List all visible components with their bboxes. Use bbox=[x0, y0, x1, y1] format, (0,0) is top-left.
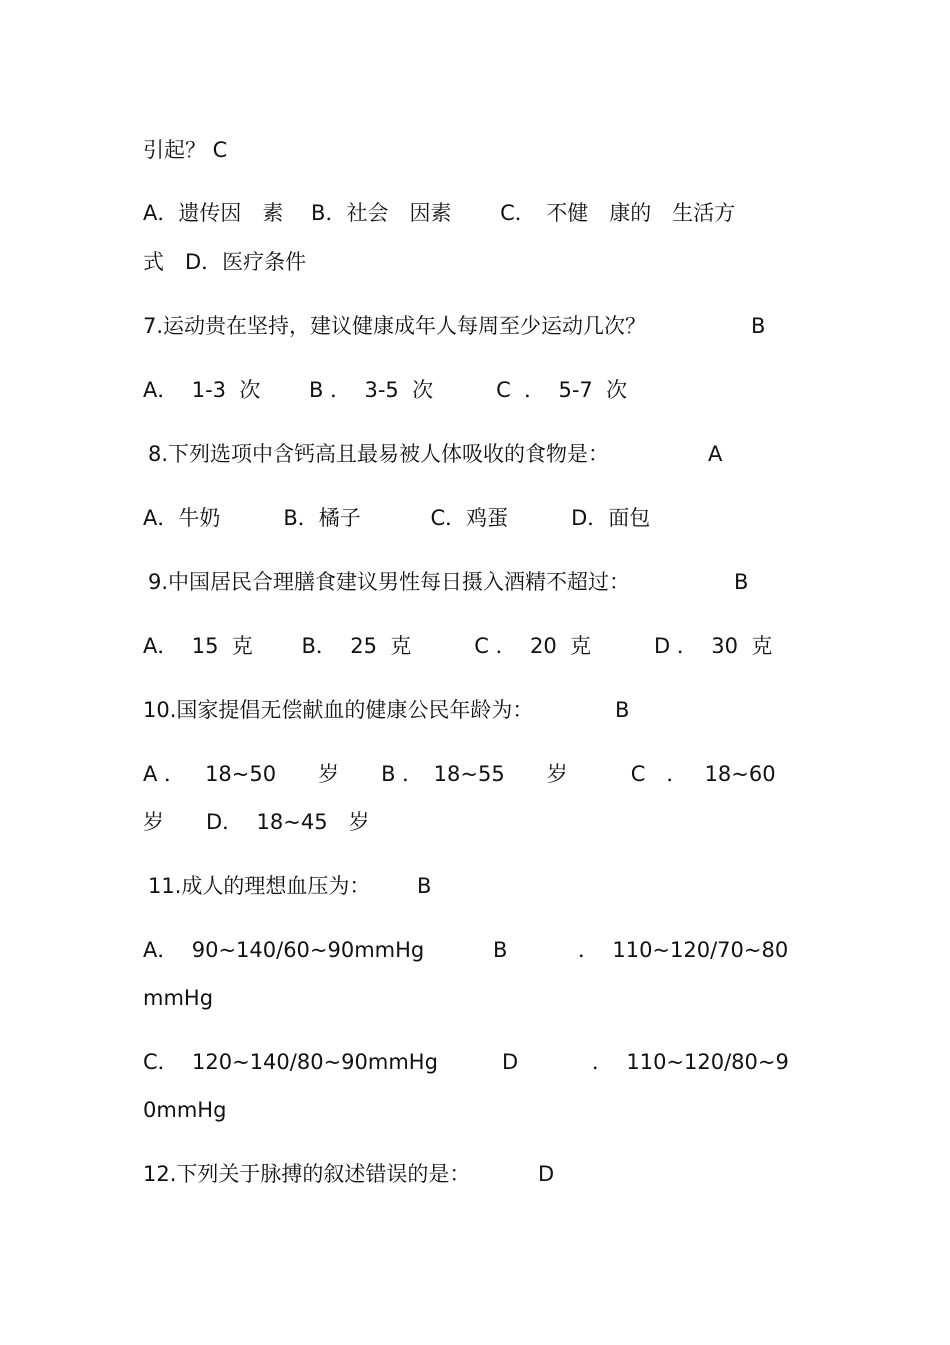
q12-question: 12.下列关于脉搏的叙述错误的是： bbox=[143, 1162, 471, 1186]
q11-question: 11.成人的理想血压为： bbox=[148, 874, 371, 898]
q11-option-b-wrap: mmHg bbox=[143, 986, 214, 1010]
q6-options-line1: A．遗传因 素 B．社会 因素 C． 不健 康的 生活方 bbox=[143, 201, 736, 225]
q11-option-c: C． 120~140/80~90mmHg bbox=[143, 1050, 438, 1074]
q10-answer: B bbox=[615, 698, 630, 722]
q9-answer: B bbox=[734, 570, 749, 594]
q8-answer: A bbox=[708, 442, 723, 466]
q11-option-a: A． 90~140/60~90mmHg bbox=[143, 938, 425, 962]
q12-answer: D bbox=[538, 1162, 555, 1186]
q9-options: A． 15 克 B． 25 克 C ． 20 克 D ． 30 克 bbox=[143, 634, 773, 658]
q6-options-line2: 式 D．医疗条件 bbox=[143, 250, 307, 274]
q7-options: A． 1-3 次 B ． 3-5 次 C ． 5-7 次 bbox=[143, 378, 628, 402]
q9-question: 9.中国居民合理膳食建议男性每日摄入酒精不超过： bbox=[148, 570, 631, 594]
q10-options-line1: A ． 18~50 岁 B ． 18~55 岁 C ． 18~60 bbox=[143, 762, 776, 786]
q11-option-d-value: ． 110~120/80~9 bbox=[592, 1050, 789, 1074]
q10-question: 10.国家提倡无偿献血的健康公民年龄为： bbox=[143, 698, 534, 722]
q8-options: A．牛奶 B．橘子 C．鸡蛋 D．面包 bbox=[143, 506, 651, 530]
q7-question: 7.运动贵在坚持，建议健康成年人每周至少运动几次？ bbox=[143, 314, 647, 338]
q10-options-line2: 岁 D． 18~45 岁 bbox=[143, 810, 370, 834]
q7-answer: B bbox=[751, 314, 766, 338]
q6-stem-tail: 引起？ C bbox=[143, 138, 228, 162]
q11-option-b-letter: B bbox=[493, 938, 508, 962]
q8-question: 8.下列选项中含钙高且最易被人体吸收的食物是： bbox=[148, 442, 610, 466]
q11-answer: B bbox=[417, 874, 432, 898]
q11-option-d-wrap: 0mmHg bbox=[143, 1098, 227, 1122]
q11-option-d-letter: D bbox=[502, 1050, 519, 1074]
q11-option-b-value: ． 110~120/70~80 bbox=[578, 938, 789, 962]
